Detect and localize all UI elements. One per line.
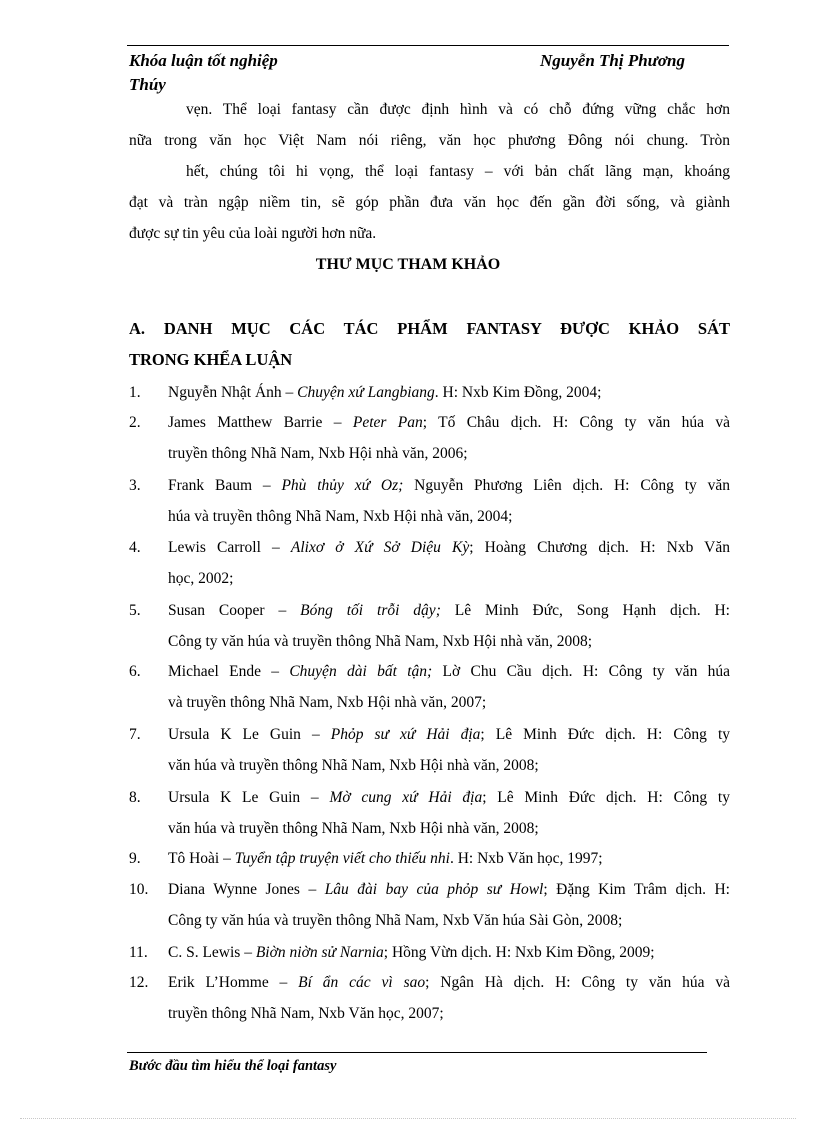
reference-details: ; Ngân Hà dịch. H: Công ty văn húa và [425,974,730,991]
reference-continuation: Công ty văn húa và truyền thông Nhã Nam, Nxb Văn húa Sài Gòn, 2008; [168,912,623,929]
reference-title: Chuyện xứ Langbiang [297,384,435,401]
reference-continuation: và truyền thông Nhã Nam, Nxb Hội nhà văn, 2007; [168,694,487,711]
reference-number: 4. [129,539,141,556]
reference-details: ; Hoàng Chương dịch. H: Nxb Văn [469,539,730,556]
intro-line-3: hết, chúng tôi hi vọng, thể loại fantasy – với bản chất lãng mạn, khoáng [186,163,730,180]
section-a-heading: A. DANH MỤC CÁC TÁC PHẨM FANTASY ĐƯỢC KHẢO SÁT [129,319,730,338]
reference-item [168,880,730,900]
reference-title: Chuyện dài bất tận; [289,663,433,680]
footer-rule [127,1052,707,1053]
reference-author: Michael Ende – [168,663,290,680]
reference-author: Diana Wynne Jones – [168,881,325,898]
reference-item [168,476,730,496]
reference-author: Ursula K Le Guin – [168,726,331,743]
reference-continuation: truyền thông Nhã Nam, Nxb Văn học, 2007; [168,1005,444,1022]
reference-number: 8. [129,789,141,806]
reference-author: Lewis Carroll – [168,539,291,556]
reference-item [168,383,730,403]
reference-title: Peter Pan [352,414,423,431]
section-a-heading-cont: TRONG KHỂA LUẬN [129,350,293,369]
footer-title: Bước đầu tìm hiểu thể loại fantasy [129,1058,337,1074]
reference-details: Lờ Chu Cầu dịch. H: Công ty văn húa [432,663,731,680]
reference-author: Tô Hoài – [168,850,235,867]
intro-line-4: đạt và tràn ngập niềm tin, sẽ góp phần đưa văn học đến gần đời sống, và giành [129,194,730,211]
reference-details: ; Lê Minh Đức dịch. H: Công ty [482,789,730,806]
reference-continuation: văn húa và truyền thông Nhã Nam, Nxb Hội nhà văn, 2008; [168,757,539,774]
reference-details: ; Tố Châu dịch. H: Công ty văn húa và [422,414,730,431]
reference-item [168,973,730,993]
reference-item [168,538,730,558]
reference-title: Biờn niờn sử Narnia [255,944,384,961]
reference-number: 7. [129,726,141,743]
reference-author: Ursula K Le Guin – [168,789,330,806]
reference-item [168,849,730,869]
reference-item [168,662,730,682]
reference-number: 6. [129,663,141,680]
reference-continuation: húa và truyền thông Nhã Nam, Nxb Hội nhà văn, 2004; [168,508,513,525]
reference-title: Lâu đài bay của phỏp sư Howl [324,881,544,898]
reference-number: 11. [129,944,148,961]
reference-author: Frank Baum – [168,477,282,494]
reference-continuation: Công ty văn húa và truyền thông Nhã Nam, Nxb Hội nhà văn, 2008; [168,633,593,650]
reference-details: . H: Nxb Văn học, 1997; [449,850,603,867]
reference-title: Tuyển tập truyện viết cho thiếu nhi [234,850,450,867]
reference-details: ; Hồng Vừn dịch. H: Nxb Kim Đồng, 2009; [383,944,655,961]
intro-line-2: nữa trong văn học Việt Nam nói riêng, văn học phương Đông nói chung. Tròn [129,132,730,149]
page-edge [20,1118,796,1119]
reference-author: Susan Cooper – [168,602,301,619]
reference-item [168,943,730,963]
reference-item [168,413,730,433]
bibliography-heading: THƯ MỤC THAM KHẢO [315,256,501,273]
header-thesis-label: Khóa luận tốt nghiệp [129,51,278,70]
reference-title: Phù thủy xứ Oz; [281,477,404,494]
reference-details: Lê Minh Đức, Song Hạnh dịch. H: [440,602,730,619]
reference-continuation: truyền thông Nhã Nam, Nxb Hội nhà văn, 2006; [168,445,468,462]
reference-number: 1. [129,384,141,401]
reference-item [168,725,730,745]
reference-title: Mờ cung xứ Hải địa [329,789,483,806]
reference-details: ; Đặng Kim Trâm dịch. H: [543,881,730,898]
reference-author: James Matthew Barrie – [168,414,353,431]
reference-title: Phỏp sư xứ Hải địa [330,726,481,743]
intro-line-1: vẹn. Thể loại fantasy cần được định hình và có chỗ đứng vững chắc hơn [186,101,730,118]
header-rule [127,45,729,46]
reference-number: 12. [129,974,149,991]
reference-item [168,788,730,808]
reference-continuation: học, 2002; [168,570,234,587]
reference-number: 9. [129,850,141,867]
header-author-name-cont: Thúy [129,75,166,94]
reference-number: 2. [129,414,141,431]
reference-title: Alixơ ở Xứ Sở Diệu Kỳ [290,539,470,556]
reference-number: 5. [129,602,141,619]
reference-title: Bí ẩn các vì sao [298,974,426,991]
header-author-name: Nguyễn Thị Phương [540,51,685,70]
reference-author: Erik L’Homme – [168,974,299,991]
reference-continuation: văn húa và truyền thông Nhã Nam, Nxb Hội nhà văn, 2008; [168,820,539,837]
reference-title: Bóng tối trỗi dậy; [300,602,441,619]
reference-details: . H: Nxb Kim Đồng, 2004; [434,384,602,401]
reference-author: C. S. Lewis – [168,944,256,961]
reference-number: 10. [129,881,149,898]
reference-author: Nguyễn Nhật Ánh – [168,384,298,401]
reference-number: 3. [129,477,141,494]
reference-details: Nguyễn Phương Liên dịch. H: Công ty văn [403,477,731,494]
reference-item [168,601,730,621]
reference-details: ; Lê Minh Đức dịch. H: Công ty [480,726,730,743]
intro-line-5: được sự tin yêu của loài người hơn nữa. [129,225,377,242]
